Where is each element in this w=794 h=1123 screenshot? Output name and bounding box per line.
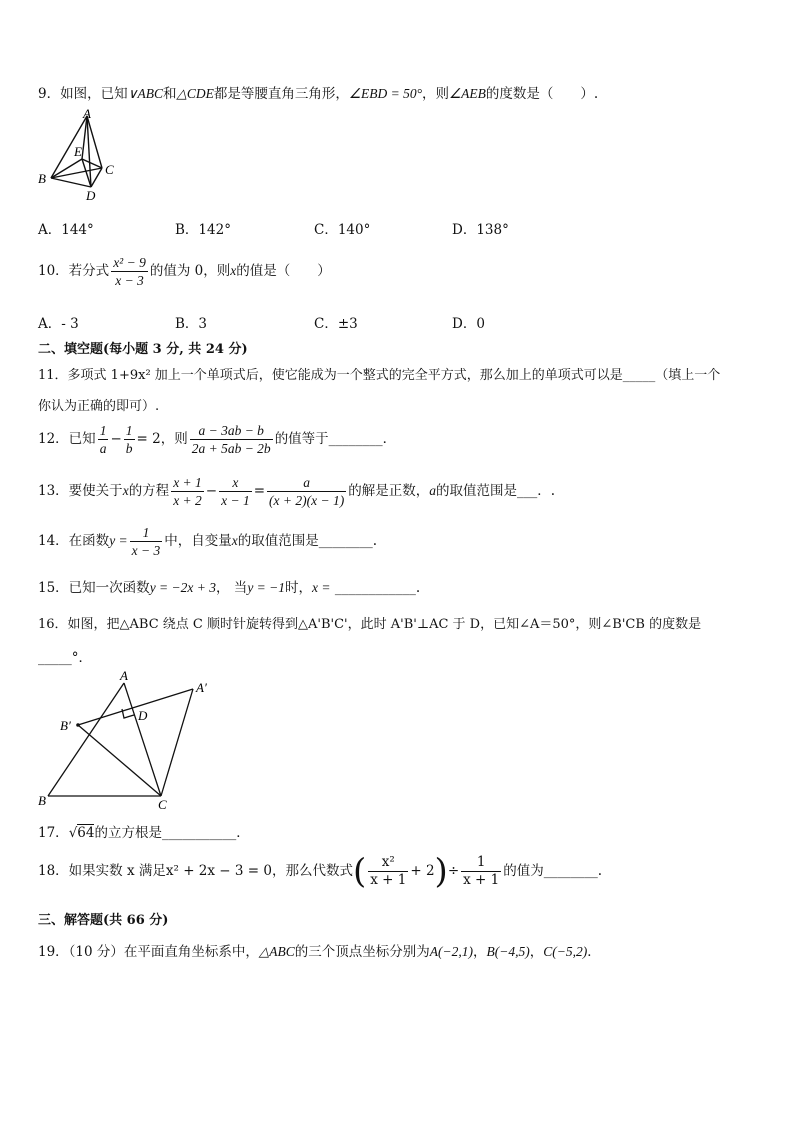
section-3-heading: 三、解答题(共 66 分) <box>38 913 169 928</box>
label-A: A <box>120 668 128 683</box>
q11-line2: 你认为正确的即可）. <box>38 399 160 414</box>
label-A-prime: A′ <box>196 680 207 695</box>
q16-figure <box>30 668 220 810</box>
label-B: B <box>38 171 46 186</box>
q9-option-b[interactable]: B．142° <box>175 222 231 238</box>
q15-stem: 15．已知一次函数y = −2x + 3， 当y = −1时，x = ____________. <box>38 580 421 596</box>
label-C: C <box>105 162 114 177</box>
q11-line1: 11．多项式 1+9x² 加上一个单项式后，使它能成为一个整式的完全平方式，那么加上的单项式可以是_____（填上一个 <box>38 368 721 383</box>
q9-option-c[interactable]: C．140° <box>314 222 371 238</box>
q16-line2: _____°． <box>38 650 92 666</box>
q10-stem: 10．若分式 $\frac{\text{x² − 9}}{x - 3}$ 的值为 0，则x的值是（ ） <box>38 255 331 288</box>
q13-stem: 13．要使关于x的方程 $\frac{x + 1}{x + 2}$ − $\frac{x}{x - 1}$ = $\frac{a}{(x + 2)(x - 1)}$ 的解是正数，a的取值范围是___．. <box>38 475 556 508</box>
section-2-heading: 二、填空题(每小题 3 分, 共 24 分) <box>38 342 248 357</box>
q10-option-c[interactable]: C．±3 <box>314 316 358 332</box>
q18-stem: 18．如果实数 x 满足x² + 2x − 3 = 0，那么代数式( $\frac{\text{x²}}{x + 1}$ + 2)÷ $\frac{1}{x + 1}$ 的值为________. <box>38 851 603 892</box>
label-B: B <box>38 793 46 808</box>
left-paren: ( <box>352 851 367 892</box>
q10-fraction: $\frac{\text{x² − 9}}{x - 3}$ <box>113 255 146 288</box>
q14-stem: 14．在函数y = $\frac{1}{x - 3}$ 中，自变量x的取值范围是________. <box>38 525 378 558</box>
label-D: D <box>138 708 148 723</box>
label-E: E <box>74 144 82 159</box>
label-D: D <box>86 188 96 203</box>
q10-option-d[interactable]: D．0 <box>452 316 485 332</box>
q19-stem: 19．（10 分）在平面直角坐标系中，△ABC的三个顶点坐标分别为A(−2,1)，B(−4,5)，C(−5,2)． <box>38 944 601 960</box>
q9-option-d[interactable]: D．138° <box>452 222 509 238</box>
q12-target-fraction: $\frac{a - 3ab - b}{2a + 5ab - 2b}$ <box>191 423 271 456</box>
q12-stem: 12．已知 $\frac{1}{a}$ − $\frac{1}{b}$ = 2，则 $\frac{a - 3ab - b}{2a + 5ab - 2b}$ 的值等于________． <box>38 423 397 456</box>
sqrt-symbol: √ <box>68 825 78 841</box>
q10-option-a[interactable]: A．- 3 <box>38 316 79 332</box>
q9-figure <box>34 108 134 204</box>
q16-line1: 16．如图，把△ABC 绕点 C 顺时针旋转得到△A'B'C'，此时 A'B'⊥AC 于 D，已知∠A＝50°，则∠B'CB 的度数是 <box>38 617 702 632</box>
q9-option-a[interactable]: A．144° <box>38 222 94 238</box>
label-A: A <box>83 108 91 121</box>
label-B-prime: B′ <box>60 718 71 733</box>
q9-stem: 9．如图，已知∨ABC和△CDE都是等腰直角三角形，∠EBD = 50°，则∠AEB的度数是（ ）. <box>38 86 599 102</box>
q17-stem: 17．√64的立方根是___________． <box>38 825 250 841</box>
label-C: C <box>158 797 167 810</box>
q10-option-b[interactable]: B．3 <box>175 316 208 332</box>
right-paren: ) <box>434 851 448 892</box>
